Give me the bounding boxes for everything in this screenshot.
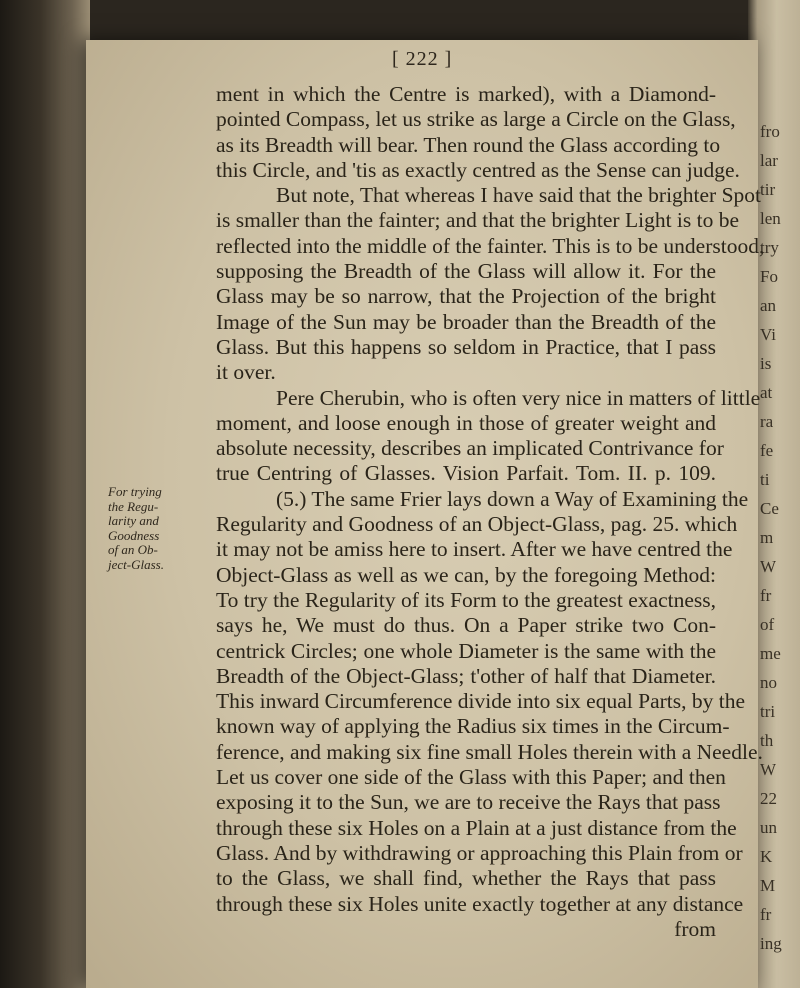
text-line: is smaller than the fainter; and that the brighter Light is to be <box>216 208 740 233</box>
text-line: But note, That whereas I have said that the brighter Spot <box>276 183 762 208</box>
margin-note-line: Goodness <box>108 527 160 543</box>
adjacent-page-fragment: ing <box>760 934 782 953</box>
adjacent-page-fragment: tir <box>760 180 776 199</box>
text-line: pointed Compass, let us strike as large a Circle on the Glass, <box>216 107 736 132</box>
adjacent-page-fragment: fro <box>760 122 780 141</box>
adjacent-page-fragment: fr <box>760 586 772 605</box>
text-line: Glass may be so narrow, that the Projection of the bright <box>216 284 716 309</box>
text-line: this Circle, and 'tis as exactly centred as the Sense can judge. <box>216 157 740 182</box>
adjacent-page-fragment: K <box>760 847 773 866</box>
adjacent-page-fragment: Fo <box>760 267 778 286</box>
text-line: to the Glass, we shall find, whether the Rays that pass <box>216 866 716 891</box>
text-line: This inward Circumference divide into six equal Parts, by the <box>216 689 746 714</box>
adjacent-page-fragment: an <box>760 296 777 315</box>
text-line: exposing it to the Sun, we are to receive the Rays that pass <box>216 790 721 815</box>
text-line: Image of the Sun may be broader than the Breadth of the <box>216 309 716 334</box>
text-line: from <box>674 916 716 941</box>
text-line: through these six Holes unite exactly together at any distance <box>216 891 744 916</box>
margin-note-line: ject-Glass. <box>108 556 164 572</box>
adjacent-page-fragment: M <box>760 876 776 895</box>
text-line: known way of applying the Radius six times in the Circum- <box>216 714 730 739</box>
margin-note-line: For trying <box>108 484 162 499</box>
text-line: Regularity and Goodness of an Object-Glass, pag. 25. which <box>216 512 738 537</box>
margin-note-line: larity and <box>108 513 159 528</box>
book-binding <box>0 0 90 988</box>
adjacent-page-fragment: at <box>760 383 773 402</box>
adjacent-page-fragment: 22 <box>760 789 777 808</box>
adjacent-page-fragment: fr <box>760 905 772 924</box>
text-line: To try the Regularity of its Form to the greatest exactness, <box>216 587 716 612</box>
text-line: Pere Cherubin, who is often very nice in matters of little <box>276 385 761 410</box>
text-line: it over. <box>216 360 276 385</box>
adjacent-page-fragment: no <box>760 673 777 692</box>
text-line: it may not be amiss here to insert. After we have centred the <box>216 537 733 562</box>
adjacent-page-fragment: fe <box>760 441 774 460</box>
text-line: true Centring of Glasses. Vision Parfait. Tom. II. p. 109. <box>216 461 716 486</box>
page-number: [ 222 ] <box>392 48 453 70</box>
adjacent-page-fragment: of <box>760 615 775 634</box>
text-line: as its Breadth will bear. Then round the Glass according to <box>216 132 721 157</box>
adjacent-page-fragment: th <box>760 731 774 750</box>
text-line: absolute necessity, describes an implicated Contrivance for <box>216 436 724 461</box>
text-line: Let us cover one side of the Glass with this Paper; and then <box>216 765 726 790</box>
adjacent-page-fragment: ti <box>760 470 770 489</box>
text-line: centrick Circles; one whole Diameter is the same with the <box>216 638 716 663</box>
text-line: supposing the Breadth of the Glass will allow it. For the <box>216 259 716 284</box>
adjacent-page-fragment: try <box>760 238 779 257</box>
text-line: through these six Holes on a Plain at a just distance from the <box>216 815 737 840</box>
adjacent-page-fragment: W <box>760 760 777 779</box>
adjacent-page-fragment: ra <box>760 412 774 431</box>
adjacent-page-fragment: me <box>760 644 781 663</box>
text-line: ment in which the Centre is marked), with a Diamond- <box>216 82 716 106</box>
adjacent-page-fragment: Ce <box>760 499 779 518</box>
adjacent-page-fragment: len <box>760 209 781 228</box>
text-line: ference, and making six fine small Holes therein with a Needle. <box>216 739 763 764</box>
margin-note <box>108 485 188 572</box>
adjacent-page-fragment: tri <box>760 702 776 721</box>
margin-note-line: of an Ob- <box>108 542 158 557</box>
text-line: Glass. But this happens so seldom in Practice, that I pass <box>216 334 716 359</box>
text-line: Object-Glass as well as we can, by the foregoing Method: <box>216 562 716 587</box>
adjacent-page-fragment: Vi <box>760 325 776 344</box>
adjacent-page-fragment: lar <box>760 151 778 170</box>
text-line: (5.) The same Frier lays down a Way of Examining the <box>276 486 749 511</box>
adjacent-page-fragment: m <box>760 528 774 547</box>
text-line: reflected into the middle of the fainter. This is to be understood, <box>216 233 765 258</box>
text-line: moment, and loose enough in those of greater weight and <box>216 410 716 435</box>
text-line: Breadth of the Object-Glass; t'other of half that Diameter. <box>216 663 716 688</box>
body-text <box>216 82 765 942</box>
adjacent-page-fragment: W <box>760 557 777 576</box>
adjacent-page-fragment: un <box>760 818 777 837</box>
text-line: Glass. And by withdrawing or approaching this Plain from or <box>216 840 743 865</box>
text-line: says he, We must do thus. On a Paper strike two Con- <box>216 613 716 638</box>
margin-note-line: the Regu- <box>108 498 159 514</box>
adjacent-page-fragment: is <box>760 354 772 373</box>
